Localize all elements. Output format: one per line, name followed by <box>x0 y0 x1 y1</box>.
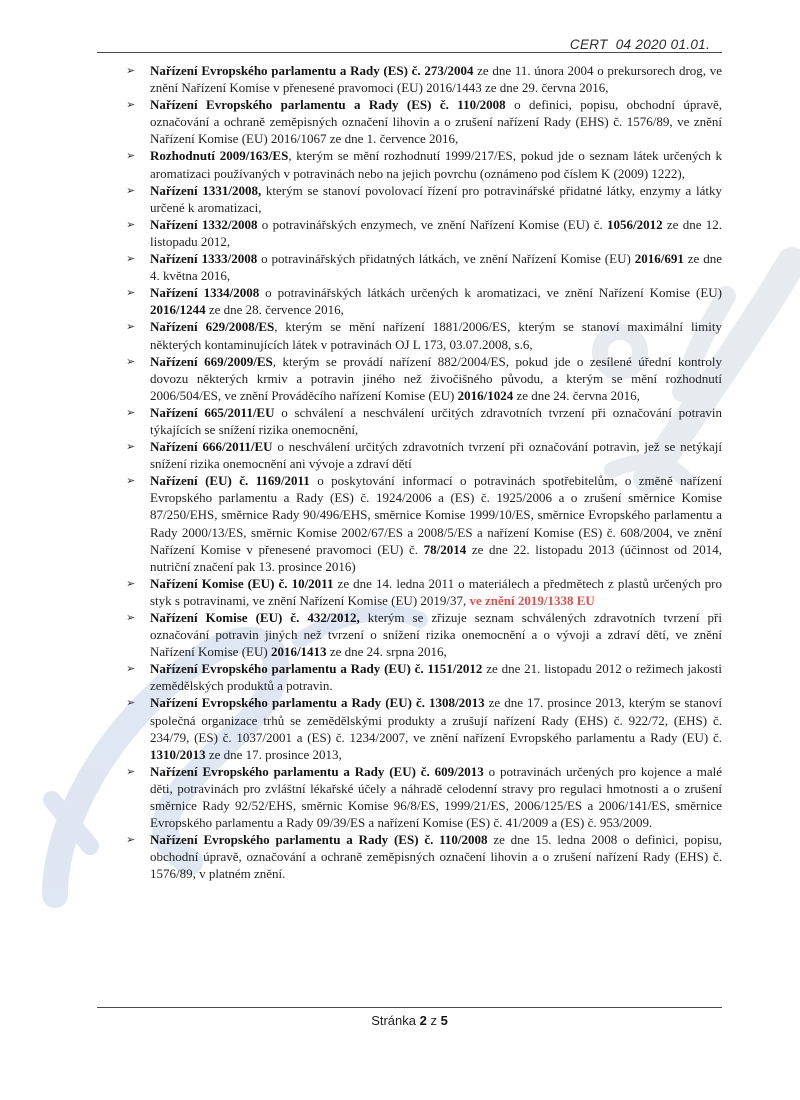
text-segment: ze dne 12. listopadu 2012, <box>150 216 722 249</box>
text-segment: Nařízení Komise (EU) č. 10/2011 <box>150 575 334 591</box>
text-segment: ze dne 4. května 2016, <box>150 251 723 284</box>
text-segment: Nařízení Evropského parlamentu a Rady (EU) č. 1308/2013 <box>150 695 485 711</box>
header-divider <box>97 52 722 53</box>
document-header <box>97 0 722 52</box>
text-segment: Nařízení Evropského parlamentu a Rady (EU) č. 609/2013 <box>150 763 484 779</box>
text-segment: ze dne 11. února 2004 o prekursorech drog, ve znění Nařízení Komise v přenesené pravomoci (EU) 2016/1443 ze dne 29. června 2016, <box>150 63 722 96</box>
bullet-arrow-icon: ➢ <box>126 150 136 163</box>
text-segment: Nařízení Evropského parlamentu a Rady (ES) č. 273/2004 <box>150 63 474 78</box>
bullet-arrow-icon: ➢ <box>126 834 136 847</box>
list-item <box>97 694 722 762</box>
regulation-list <box>97 62 722 883</box>
text-segment: 2016/1024 <box>457 387 514 403</box>
text-segment: ze dne 21. listopadu 2012 o režimech jakosti zemědělských produktů a potravin. <box>150 661 722 694</box>
document-content <box>97 0 722 883</box>
list-item <box>97 96 722 147</box>
page-number <box>97 1013 722 1028</box>
text-segment: , kterým se mění rozhodnutí 1999/217/ES, pokud jde o seznam látek určených k aromatizaci používaných v potravinách nebo na jejich povrchu (oznámeno pod číslem K (2009) 1222), <box>150 148 722 181</box>
text-segment: o neschválení určitých zdravotních tvrzení při označování potravin, jež se netýkají snížení rizika onemocnění ani vývoje a zdraví dětí <box>150 439 722 472</box>
bullet-arrow-icon: ➢ <box>126 441 136 454</box>
text-segment: Stránka <box>371 1013 420 1028</box>
text-segment: ze dne 22. listopadu 2013 (účinnost od 2014, nutriční značení pak 13. prosince 2016) <box>150 541 722 574</box>
text-segment: kterým se zřizuje seznam schválených zdravotních tvrzení při označování potravin jiných než tvrzení o snížení rizika onemocnění a o vývoji a zdraví dětí, ve znění Nařízení Komise (EU) <box>150 610 722 660</box>
text-segment: ze dne 17. prosince 2013, <box>205 746 342 762</box>
bullet-arrow-icon: ➢ <box>126 253 136 266</box>
text-segment: Nařízení 629/2008/ES <box>150 319 275 335</box>
list-item <box>97 216 722 250</box>
bullet-arrow-icon: ➢ <box>126 663 136 676</box>
footer-divider <box>97 1007 722 1008</box>
bullet-arrow-icon: ➢ <box>126 406 136 419</box>
list-item <box>97 763 722 831</box>
text-segment: o definici, popisu, obchodní úpravě, označování a ochraně zeměpisných označení lihovin a o zrušení nařízení Rady (EHS) č. 1576/89, ve znění Nařízení Komise (EU) 2016/1067 ze dne 1. července 2016, <box>150 97 722 147</box>
text-segment: z <box>426 1013 441 1028</box>
text-segment: ze dne 24. srpna 2016, <box>326 644 447 660</box>
text-segment: 2016/1244 <box>150 302 206 318</box>
bullet-arrow-icon: ➢ <box>126 184 136 197</box>
text-segment: Nařízení Komise (EU) č. 432/2012, <box>150 610 360 625</box>
text-segment: ve znění 2019/1338 EU <box>469 592 595 608</box>
bullet-arrow-icon: ➢ <box>126 475 136 488</box>
bullet-arrow-icon: ➢ <box>126 355 136 368</box>
text-segment: 1056/2012 <box>607 216 663 232</box>
list-item <box>97 147 722 181</box>
bullet-arrow-icon: ➢ <box>126 577 136 590</box>
text-segment: 2016/1413 <box>270 644 327 660</box>
text-segment: Nařízení 1331/2008, <box>150 182 262 198</box>
text-segment: Nařízení (EU) č. 1169/2011 <box>150 473 310 489</box>
bullet-arrow-icon: ➢ <box>126 218 136 231</box>
bullet-arrow-icon: ➢ <box>126 321 136 334</box>
bullet-arrow-icon: ➢ <box>126 765 136 778</box>
text-segment: o potravinách určených pro kojence a malé děti, potravinách pro zvláštní lékařské účely a náhradě celodenní stravy pro regulaci hmotnosti a o zrušení směrnice Rady 92/52/EHS, směrnic Komise 96/8/ES, 1999/21/ES, 2006/125/ES a 2006/141/ES, směrnice Evropského parlamentu a Rady 09/39/ES a nařízení Komise (ES) č. 41/2009 a (ES) č. 953/2009. <box>150 763 722 831</box>
list-item <box>97 62 722 96</box>
list-item <box>97 182 722 216</box>
text-segment: Nařízení 1334/2008 <box>150 285 260 301</box>
text-segment: o potravinářských látkách určených k aromatizaci, ve znění Nařízení Komise (EU) <box>259 285 723 301</box>
text-segment: 2 <box>419 1013 427 1028</box>
text-segment: Nařízení 669/2009/ES <box>150 353 273 369</box>
text-segment: 78/2014 <box>423 541 467 557</box>
text-segment: ze dne 24. června 2016, <box>513 387 640 403</box>
list-item <box>97 318 722 352</box>
header-code: CERT 04 2020 01.01. <box>569 37 710 52</box>
text-segment: 5 <box>440 1013 448 1028</box>
text-segment: Nařízení Evropského parlamentu a Rady (ES) č. 110/2008 <box>150 832 488 848</box>
list-item <box>97 660 722 694</box>
bullet-arrow-icon: ➢ <box>126 287 136 300</box>
bullet-arrow-icon: ➢ <box>126 697 136 710</box>
text-segment: 1310/2013 <box>150 746 206 762</box>
list-item <box>97 250 722 284</box>
list-item <box>97 575 722 609</box>
text-segment: o potravinářských enzymech, ve znění Nařízení Komise (EU) č. <box>257 216 608 232</box>
text-segment: ze dne 15. ledna 2008 o definici, popisu, obchodní úpravě, označování a ochraně zeměpisných označení lihovin a o zrušení nařízení Rady (EHS) č. 1576/89, v platném znění. <box>150 832 723 882</box>
text-segment: o potravinářských přidatných látkách, ve znění Nařízení Komise (EU) <box>257 251 635 267</box>
list-item <box>97 438 722 472</box>
list-item <box>97 831 722 882</box>
text-segment: Nařízení Evropského parlamentu a Rady (EU) č. 1151/2012 <box>150 661 483 677</box>
text-segment: kterým se stanoví povolovací řízení pro potravinářské přidatné látky, enzymy a látky určené k aromatizaci, <box>150 182 722 215</box>
bullet-arrow-icon: ➢ <box>126 99 136 112</box>
text-segment: ze dne 28. července 2016, <box>205 302 344 318</box>
text-segment: o schválení a neschválení určitých zdravotních tvrzení při označování potravin týkajících se snížení rizika onemocnění, <box>150 404 722 437</box>
text-segment: , kterým se mění nařízení 1881/2006/ES, kterým se stanoví maximální limity některých kontaminujících látek v potravinách OJ L 173, 03.07.2008, s.6, <box>150 319 723 352</box>
text-segment: Nařízení 666/2011/EU <box>150 439 273 455</box>
text-segment: o poskytování informací o potravinách spotřebitelům, o změně nařízení Evropského parlamentu a Rady (ES) č. 1924/2006 a (ES) č. 1925/2006 a o zrušení směrnice Komise 87/250/EHS, směrnice Rady 90/496/EHS, směrnice Komise 1999/10/ES, směrnice Evropského parlamentu a Rady 2000/13/ES, směrnic Komise 2002/67/ES a 2008/5/ES a nařízení Komise (ES) č. 608/2004, ve znění Nařízení Komise v přenesené pravomoci (EU) č. <box>150 473 722 557</box>
list-item <box>97 284 722 318</box>
bullet-arrow-icon: ➢ <box>126 65 136 77</box>
text-segment: Nařízení Evropského parlamentu a Rady (ES) č. 110/2008 <box>150 97 506 113</box>
list-item <box>97 353 722 404</box>
text-segment: Nařízení 1333/2008 <box>150 251 258 267</box>
text-segment: , kterým se provádí nařízení 882/2004/ES, pokud jde o zesílené úřední kontroly dovozu některých krmiv a potravin jiného než živočišného původu, a kterým se mění rozhodnutí 2006/504/ES, ve znění Prováděcího nařízení Komise (EU) <box>150 353 722 403</box>
list-item <box>97 472 722 575</box>
text-segment: Nařízení 1332/2008 <box>150 216 258 232</box>
text-segment: Nařízení 665/2011/EU <box>150 404 275 420</box>
list-item <box>97 404 722 438</box>
document-footer <box>97 1007 722 1028</box>
list-item <box>97 609 722 660</box>
text-segment: 2016/691 <box>634 251 684 267</box>
text-segment: Rozhodnutí 2009/163/ES <box>150 148 289 164</box>
text-segment: ze dne 14. ledna 2011 o materiálech a předmětech z plastů určených pro styk s potravinami, ve znění Nařízení Komise (EU) 2019/37, <box>150 575 722 608</box>
text-segment: ze dne 17. prosince 2013, kterým se stanoví společná organizace trhů se zemědělskými produkty a zrušují nařízení Rady (EHS) č. 922/72, (EHS) č. 234/79, (ES) č. 1037/2001 a (ES) č. 1234/2007, ve znění nařízení Evropského parlamentu a Rady (EU) č. <box>150 695 722 745</box>
bullet-arrow-icon: ➢ <box>126 612 136 624</box>
